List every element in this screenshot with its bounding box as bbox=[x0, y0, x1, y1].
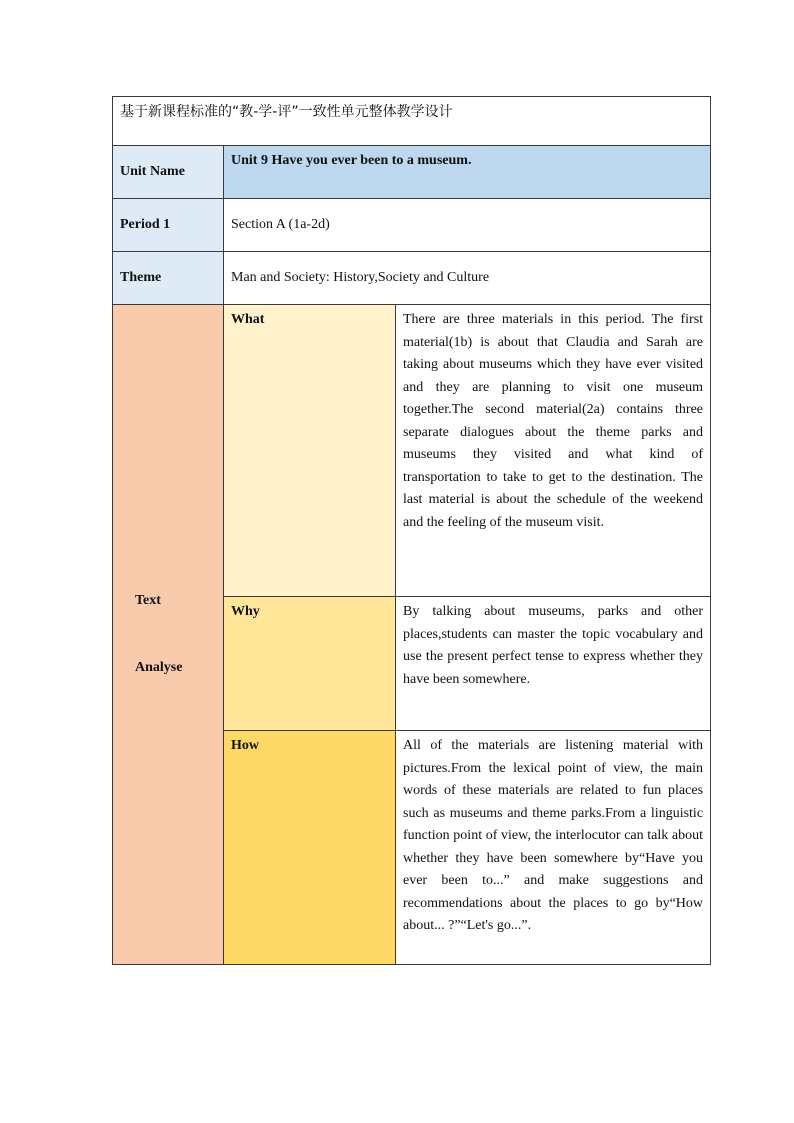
period-row bbox=[113, 199, 711, 252]
how-label: How bbox=[224, 731, 396, 965]
what-text: There are three materials in this period. The first material(1b) is about that Claudia and Sarah are taking about museums which they have ever visited and they are planning to visit one museum together.The second material(2a) contains three separate dialogues about the theme parks and museums they visited and what kind of transportation to take to get to the destination. The last material is about the schedule of the weekend and the feeling of the museum visit. bbox=[396, 305, 711, 597]
period-value: Section A (1a-2d) bbox=[224, 199, 711, 252]
document-title: 基于新课程标准的“教-学-评”一致性单元整体教学设计 bbox=[113, 97, 711, 146]
unit-name-row bbox=[113, 146, 711, 199]
text-analyse-label-line1: Text bbox=[135, 593, 161, 608]
what-row bbox=[113, 305, 711, 597]
how-text: All of the materials are listening material with pictures.From the lexical point of view, the main words of these materials are related to fun places such as museums and theme parks.From a linguistic function point of view, the interlocutor can talk about whether they have been somewhere by“Have you ever been to...” and make suggestions and recommendations about the places to go by“How about... ?”“Let's go...”. bbox=[396, 731, 711, 965]
what-label: What bbox=[224, 305, 396, 597]
teaching-design-table bbox=[112, 96, 711, 965]
theme-row bbox=[113, 252, 711, 305]
why-text: By talking about museums, parks and other places,students can master the topic vocabulary and use the present perfect tense to express whether they have been somewhere. bbox=[396, 597, 711, 731]
theme-label: Theme bbox=[113, 252, 224, 305]
title-row bbox=[113, 97, 711, 146]
text-analyse-label bbox=[113, 305, 224, 965]
text-analyse-label-line2: Analyse bbox=[135, 659, 183, 675]
unit-name-value: Unit 9 Have you ever been to a museum. bbox=[224, 146, 711, 199]
why-label: Why bbox=[224, 597, 396, 731]
theme-value: Man and Society: History,Society and Culture bbox=[224, 252, 711, 305]
period-label: Period 1 bbox=[113, 199, 224, 252]
unit-name-label: Unit Name bbox=[113, 146, 224, 199]
